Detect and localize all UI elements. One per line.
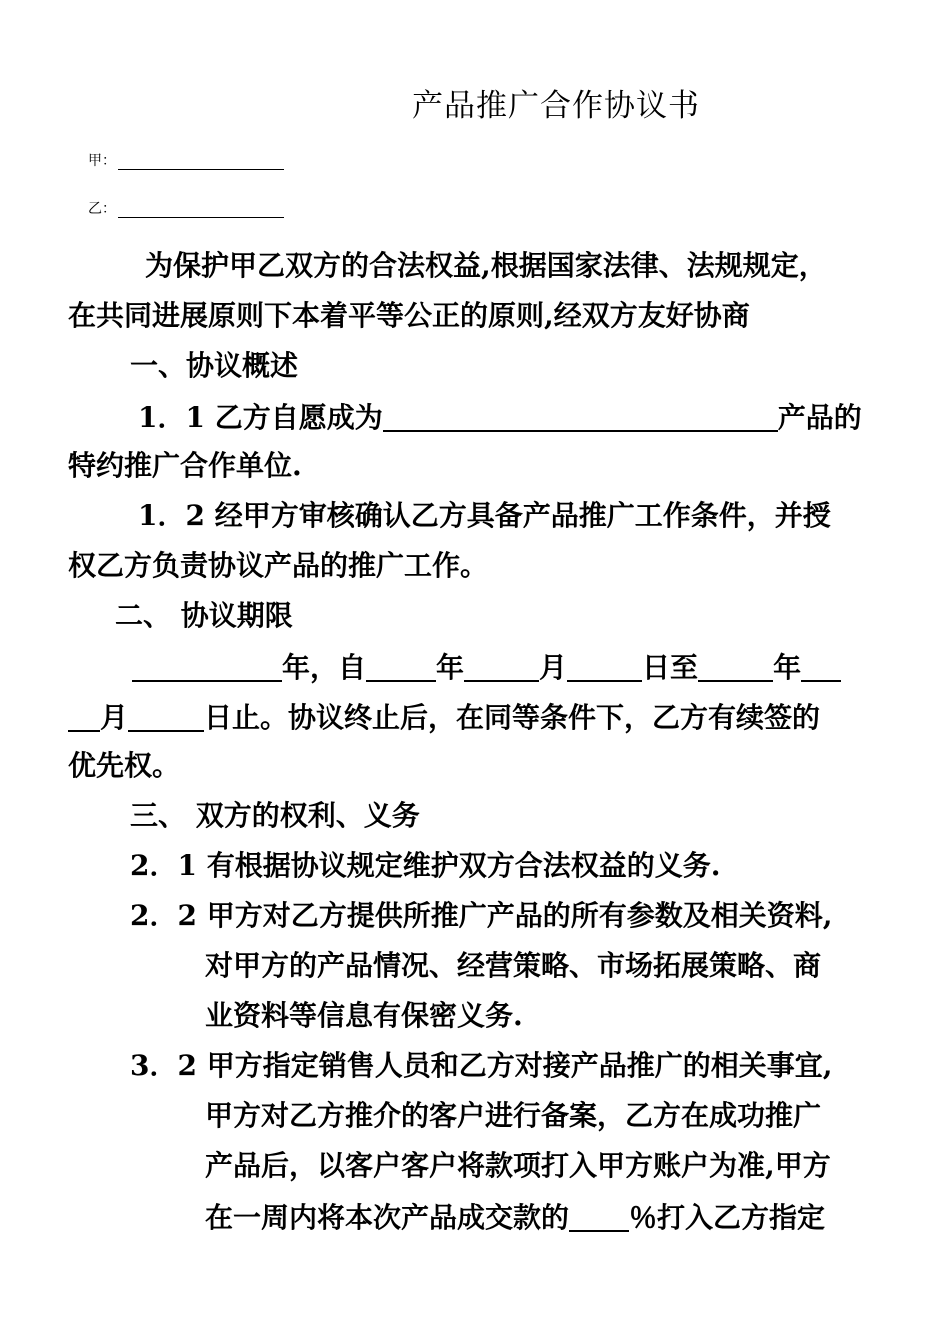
clause-3-2-line-2: 甲方对乙方推介的客户进行备案，乙方在成功推广: [205, 1099, 822, 1132]
clause-2-2-line-3: 业资料等信息有保密义务.: [205, 999, 523, 1032]
clause-3-2-line-4: [205, 1202, 825, 1232]
clause-3-2-line-3: 产品后，以客户客户将款项打入甲方账户为准,甲方: [205, 1149, 831, 1182]
party-a-field: [88, 150, 284, 170]
clause-1-1-line-1: [138, 402, 862, 432]
start-month-blank: [464, 652, 539, 682]
end-year-blank: [698, 652, 773, 682]
clause-3-2-text-b: ％打入乙方指定: [629, 1201, 826, 1234]
document-title: 产品推广合作协议书: [412, 88, 700, 124]
section-2-heading: 二、 协议期限: [115, 599, 293, 632]
clause-1-2-line-1: 1．2 经甲方审核确认乙方具备产品推广工作条件，并授: [138, 499, 831, 532]
start-day-blank: [567, 652, 642, 682]
clause-1-1-text-b: 产品的: [777, 401, 862, 434]
party-a-label: 甲：: [88, 153, 116, 169]
clause-1-2-line-2: 权乙方负责协议产品的推广工作。: [68, 549, 489, 582]
term-text-year: 年: [436, 651, 465, 684]
end-month-blank-a: [801, 652, 841, 682]
term-text-month: 月: [539, 651, 568, 684]
party-b-label: 乙：: [88, 201, 116, 217]
term-line-3: 优先权。: [68, 749, 181, 782]
term-text-end-year: 年: [773, 651, 802, 684]
end-day-blank: [128, 702, 204, 732]
term-text-end: 日止。协议终止后，在同等条件下，乙方有续签的: [204, 701, 821, 734]
end-month-blank-b: [68, 702, 100, 732]
clause-2-1: 2．1 有根据协议规定维护双方合法权益的义务.: [130, 849, 721, 882]
clause-3-2-line-1: 3．2 甲方指定销售人员和乙方对接产品推广的相关事宜,: [130, 1049, 833, 1082]
section-3-heading: 三、 双方的权利、义务: [130, 799, 420, 832]
clause-2-2-line-2: 对甲方的产品情况、经营策略、市场拓展策略、商: [205, 949, 822, 982]
intro-line-2: 在共同进展原则下本着平等公正的原则,经双方友好协商: [68, 299, 750, 332]
clause-1-1-line-2: 特约推广合作单位.: [68, 449, 302, 482]
term-text-end-month: 月: [100, 701, 129, 734]
term-text-day-to: 日至: [642, 651, 699, 684]
term-line-1: [132, 652, 841, 682]
product-name-blank: [383, 402, 778, 432]
party-a-blank: [118, 155, 284, 170]
percent-blank: [569, 1202, 629, 1232]
intro-line-1: 为保护甲乙双方的合法权益,根据国家法律、法规规定，: [145, 249, 827, 282]
clause-3-2-text-a: 在一周内将本次产品成交款的: [205, 1201, 570, 1234]
start-year-blank: [366, 652, 436, 682]
party-b-field: [88, 198, 284, 218]
term-years-blank: [132, 652, 282, 682]
section-1-heading: 一、协议概述: [130, 349, 299, 382]
clause-1-1-text-a: 1．1 乙方自愿成为: [138, 401, 383, 434]
party-b-blank: [118, 203, 284, 218]
clause-2-2-line-1: 2．2 甲方对乙方提供所推广产品的所有参数及相关资料,: [130, 899, 833, 932]
term-text-year-from: 年，自: [282, 651, 367, 684]
term-line-2: [68, 702, 820, 732]
